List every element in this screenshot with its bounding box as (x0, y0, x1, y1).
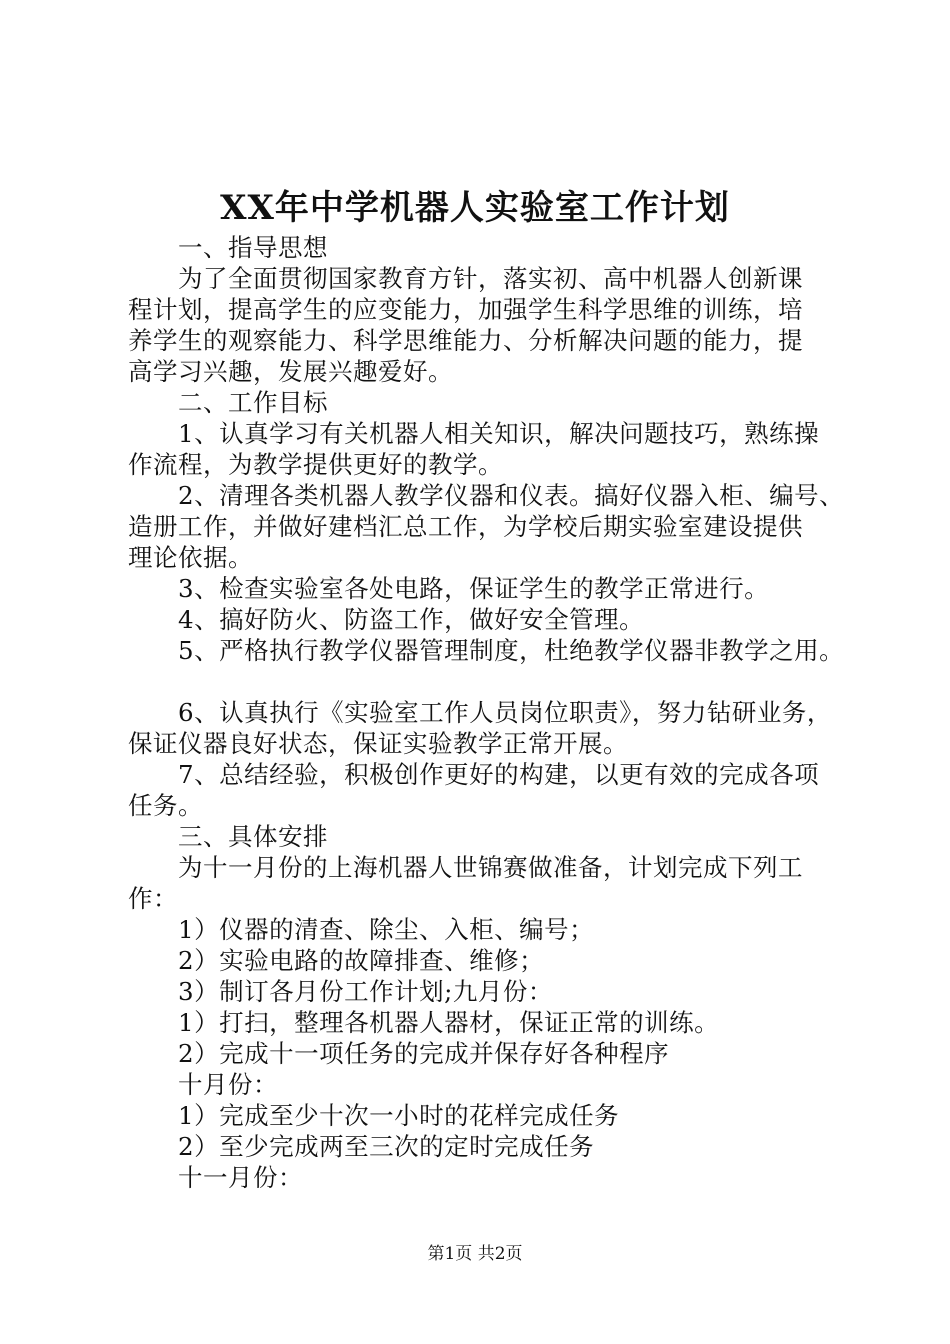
paragraph-line: 为十一月份的上海机器人世锦赛做准备，计划完成下列工 (178, 853, 803, 882)
paragraph-line: 保证仪器良好状态，保证实验教学正常开展。 (128, 729, 628, 758)
paragraph-line: 高学习兴趣，发展兴趣爱好。 (128, 357, 453, 386)
paragraph-line: 造册工作，并做好建档汇总工作，为学校后期实验室建设提供 (128, 512, 803, 541)
blank-line (128, 666, 854, 697)
month-heading: 十一月份： (178, 1163, 303, 1192)
list-item: 2）完成十一项任务的完成并保存好各种程序 (178, 1039, 670, 1068)
paragraph-line: 7、总结经验，积极创作更好的构建，以更有效的完成各项 (178, 760, 820, 789)
paragraph-line: 理论依据。 (128, 543, 253, 572)
paragraph-line: 作流程，为教学提供更好的教学。 (128, 450, 503, 479)
paragraph-line: 养学生的观察能力、科学思维能力、分析解决问题的能力，提 (128, 326, 803, 355)
paragraph-line: 1、认真学习有关机器人相关知识，解决问题技巧，熟练操 (178, 419, 820, 448)
list-item: 1）打扫，整理各机器人器材，保证正常的训练。 (178, 1008, 720, 1037)
paragraph-line: 程计划，提高学生的应变能力，加强学生科学思维的训练，培 (128, 295, 803, 324)
section-heading: 二、工作目标 (178, 388, 328, 417)
paragraph-line: 任务。 (128, 791, 203, 820)
paragraph-line: 2、清理各类机器人教学仪器和仪表。搞好仪器入柜、编号、 (178, 481, 845, 510)
paragraph-line: 3、检查实验室各处电路，保证学生的教学正常进行。 (178, 574, 770, 603)
paragraph-line: 6、认真执行《实验室工作人员岗位职责》，努力钻研业务， (178, 698, 832, 727)
section-heading: 一、指导思想 (178, 233, 328, 262)
paragraph-line: 5、严格执行教学仪器管理制度，杜绝教学仪器非教学之用。 (178, 636, 845, 665)
document-title: XX年中学机器人实验室工作计划 (220, 188, 730, 228)
list-item: 2）至少完成两至三次的定时完成任务 (178, 1132, 595, 1161)
paragraph-line: 作： (128, 884, 178, 913)
list-item: 3）制订各月份工作计划;九月份： (178, 977, 553, 1006)
section-heading: 三、具体安排 (178, 822, 328, 851)
paragraph-line: 为了全面贯彻国家教育方针，落实初、高中机器人创新课 (178, 264, 803, 293)
page-number-footer: 第1页 共2页 (427, 1244, 523, 1264)
list-item: 1）完成至少十次一小时的花样完成任务 (178, 1101, 620, 1130)
month-heading: 十月份： (178, 1070, 278, 1099)
list-item: 2）实验电路的故障排查、维修； (178, 946, 545, 975)
paragraph-line: 4、搞好防火、防盗工作，做好安全管理。 (178, 605, 645, 634)
document-body (128, 232, 854, 1193)
list-item: 1）仪器的清查、除尘、入柜、编号； (178, 915, 595, 944)
